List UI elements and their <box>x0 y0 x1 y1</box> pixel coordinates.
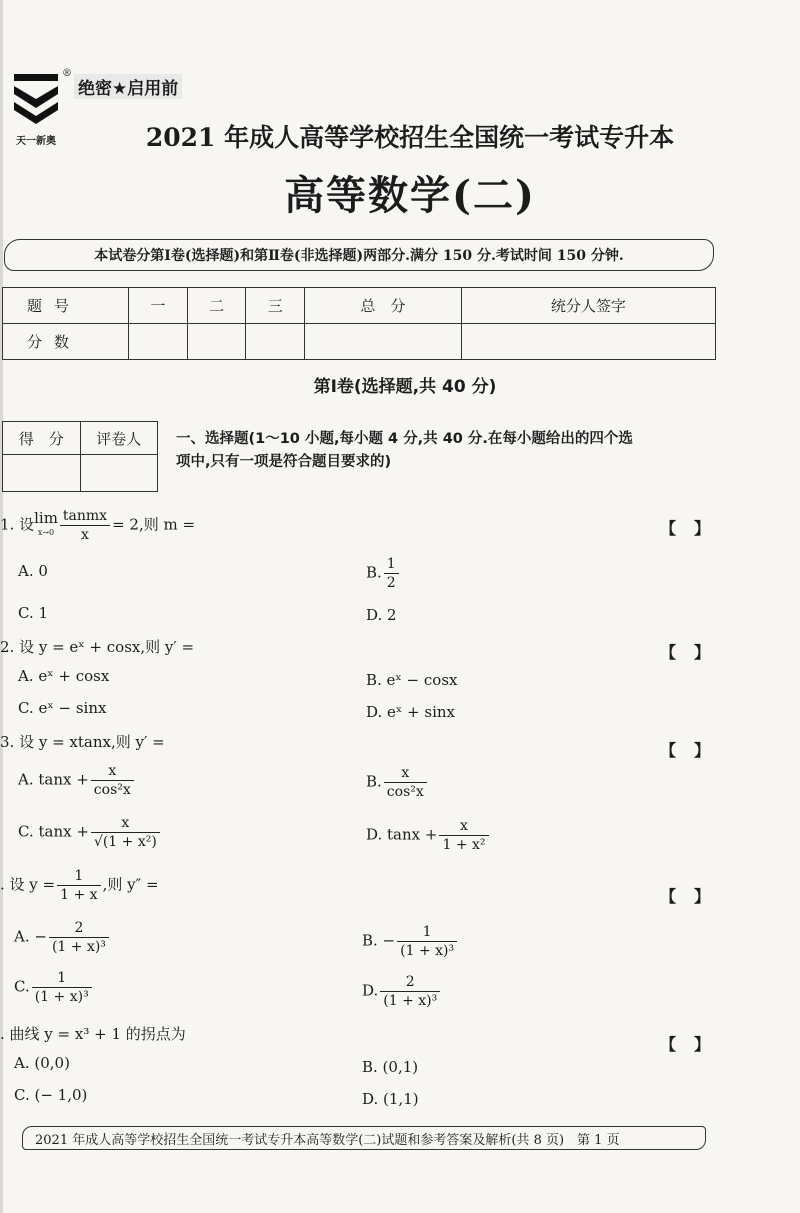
q4-prefix: . 设 y = <box>0 875 56 894</box>
q1-b-prefix: B. <box>366 563 382 582</box>
q3-c-den: √(1 + x²) <box>93 834 157 850</box>
q1-prefix: 1. 设 <box>0 515 35 534</box>
q2-option-a[interactable]: A. eˣ + cosx <box>18 667 110 685</box>
col-part-2: 二 <box>187 288 246 324</box>
exam-title: 2021 年成人高等学校招生全国统一考试专升本 <box>145 123 675 152</box>
q4-option-a[interactable] <box>14 920 111 955</box>
q4-a-fraction <box>49 920 109 955</box>
q3-d-fraction <box>439 818 488 853</box>
q3-b-prefix: B. <box>366 772 382 791</box>
page-footer <box>22 1126 706 1150</box>
answer-bracket-3[interactable]: 【】 <box>660 741 729 760</box>
score-cell[interactable] <box>461 324 715 360</box>
q1-lim: lim <box>34 509 58 527</box>
q1-b-den: 2 <box>386 575 396 591</box>
question-4-stem <box>0 868 159 903</box>
q3-b-fraction <box>384 765 427 800</box>
q4-c-num: 1 <box>32 970 92 988</box>
grader-score-cell[interactable] <box>3 455 81 492</box>
answer-bracket-2[interactable]: 【】 <box>660 643 729 662</box>
score-table-header-row <box>3 288 716 324</box>
q1-option-d[interactable]: D. 2 <box>366 606 397 624</box>
q3-a-prefix: A. tanx + <box>18 770 89 789</box>
q3-c-prefix: C. tanx + <box>18 822 89 841</box>
q4-c-den: (1 + x)³ <box>34 989 89 1005</box>
q5-option-a[interactable]: A. (0,0) <box>14 1054 70 1072</box>
grader-score-label: 得 分 <box>3 422 81 455</box>
q1-b-num: 1 <box>384 556 399 574</box>
score-table-score-row <box>3 324 716 360</box>
q1-lim-sub: x→0 <box>37 528 55 537</box>
q2-option-c[interactable]: C. eˣ − sinx <box>18 699 107 717</box>
score-cell[interactable] <box>305 324 462 360</box>
q3-c-num: x <box>91 815 160 833</box>
part-title: 第Ⅰ卷(选择题,共 40 分) <box>313 377 497 397</box>
q2-option-b[interactable]: B. eˣ − cosx <box>366 671 458 689</box>
subject-title: 高等数学(二) <box>284 172 536 219</box>
q4-num: 1 <box>57 868 100 886</box>
question-3-stem: 3. 设 y = xtanx,则 y′ = <box>0 733 165 751</box>
q1-option-b[interactable] <box>366 556 401 591</box>
q4-b-fraction <box>397 924 457 959</box>
q1-den: x <box>81 527 89 543</box>
q4-option-b[interactable] <box>362 924 459 959</box>
q5-option-c[interactable]: C. (− 1,0) <box>14 1086 88 1104</box>
q4-d-prefix: D. <box>362 981 379 1000</box>
score-cell[interactable] <box>187 324 246 360</box>
q3-option-c[interactable] <box>18 815 162 850</box>
question-5-stem: . 曲线 y = x³ + 1 的拐点为 <box>0 1025 186 1043</box>
q3-a-fraction <box>91 763 134 798</box>
q3-d-den: 1 + x² <box>442 837 486 853</box>
q4-fraction <box>57 868 100 903</box>
registered-mark: ® <box>62 68 72 79</box>
secret-label: 绝密★启用前 <box>74 74 182 99</box>
q4-d-fraction <box>380 974 440 1009</box>
q3-b-den: cos²x <box>386 784 424 800</box>
exam-info-text: 本试卷分第Ⅰ卷(选择题)和第Ⅱ卷(非选择题)两部分.满分 150 分.考试时间 150 分钟. <box>94 248 624 264</box>
grader-name-cell[interactable] <box>80 455 158 492</box>
q3-a-num: x <box>91 763 134 781</box>
score-cell[interactable] <box>246 324 305 360</box>
answer-bracket-4[interactable]: 【】 <box>660 887 729 906</box>
q1-limit <box>34 509 58 539</box>
footer-text: 2021 年成人高等学校招生全国统一考试专升本高等数学(二)试题和参考答案及解析(共 8 页) 第 1 页 <box>35 1132 620 1148</box>
q4-den: 1 + x <box>60 887 98 903</box>
q4-c-fraction <box>32 970 92 1005</box>
question-1-stem <box>0 508 195 543</box>
q4-option-d[interactable] <box>362 974 442 1009</box>
score-table <box>2 287 716 360</box>
q1-num: tanmx <box>60 508 110 526</box>
q3-option-d[interactable] <box>366 818 491 853</box>
col-part-1: 一 <box>129 288 188 324</box>
q4-a-prefix: A. − <box>14 927 47 946</box>
grader-table <box>2 421 158 492</box>
q3-c-fraction <box>91 815 160 850</box>
q1-suffix: = 2,则 m = <box>112 515 196 534</box>
q1-option-a[interactable]: A. 0 <box>18 562 48 580</box>
q5-option-b[interactable]: B. (0,1) <box>362 1058 419 1076</box>
q3-option-a[interactable] <box>18 763 136 798</box>
q4-d-num: 2 <box>380 974 440 992</box>
q4-b-den: (1 + x)³ <box>400 943 455 959</box>
exam-info-box <box>4 239 714 271</box>
q1-option-c[interactable]: C. 1 <box>18 604 49 622</box>
col-question-number: 题号 <box>3 288 129 324</box>
q1-fraction <box>60 508 110 543</box>
q4-b-num: 1 <box>397 924 457 942</box>
q4-suffix: ,则 y″ = <box>102 875 159 894</box>
q3-a-den: cos²x <box>93 782 131 798</box>
q4-c-prefix: C. <box>14 977 30 996</box>
col-part-3: 三 <box>246 288 305 324</box>
q3-d-prefix: D. tanx + <box>366 825 438 844</box>
grader-name-label: 评卷人 <box>80 422 158 455</box>
q3-b-num: x <box>384 765 427 783</box>
q4-a-num: 2 <box>49 920 109 938</box>
answer-bracket-1[interactable]: 【】 <box>660 519 729 538</box>
section-instructions: 一、选择题(1～10 小题,每小题 4 分,共 40 分.在每小题给出的四个选项中,只有一项是符合题目要求的) <box>176 431 633 470</box>
question-2-stem: 2. 设 y = eˣ + cosx,则 y′ = <box>0 638 195 656</box>
q4-d-den: (1 + x)³ <box>383 993 438 1009</box>
q5-option-d[interactable]: D. (1,1) <box>362 1090 419 1108</box>
score-cell[interactable] <box>129 324 188 360</box>
col-total: 总 分 <box>305 288 462 324</box>
q3-d-num: x <box>439 818 488 836</box>
q1-b-fraction <box>384 556 399 591</box>
q4-a-den: (1 + x)³ <box>51 939 106 955</box>
q4-b-prefix: B. − <box>362 931 396 950</box>
logo-text: 天一新奥 <box>16 136 56 147</box>
row-score-label: 分数 <box>3 324 129 360</box>
q2-option-d[interactable]: D. eˣ + sinx <box>366 703 455 721</box>
q3-option-b[interactable] <box>366 765 429 800</box>
answer-bracket-5[interactable]: 【】 <box>660 1035 729 1054</box>
col-signature: 统分人签字 <box>461 288 715 324</box>
q4-option-c[interactable] <box>14 970 94 1005</box>
